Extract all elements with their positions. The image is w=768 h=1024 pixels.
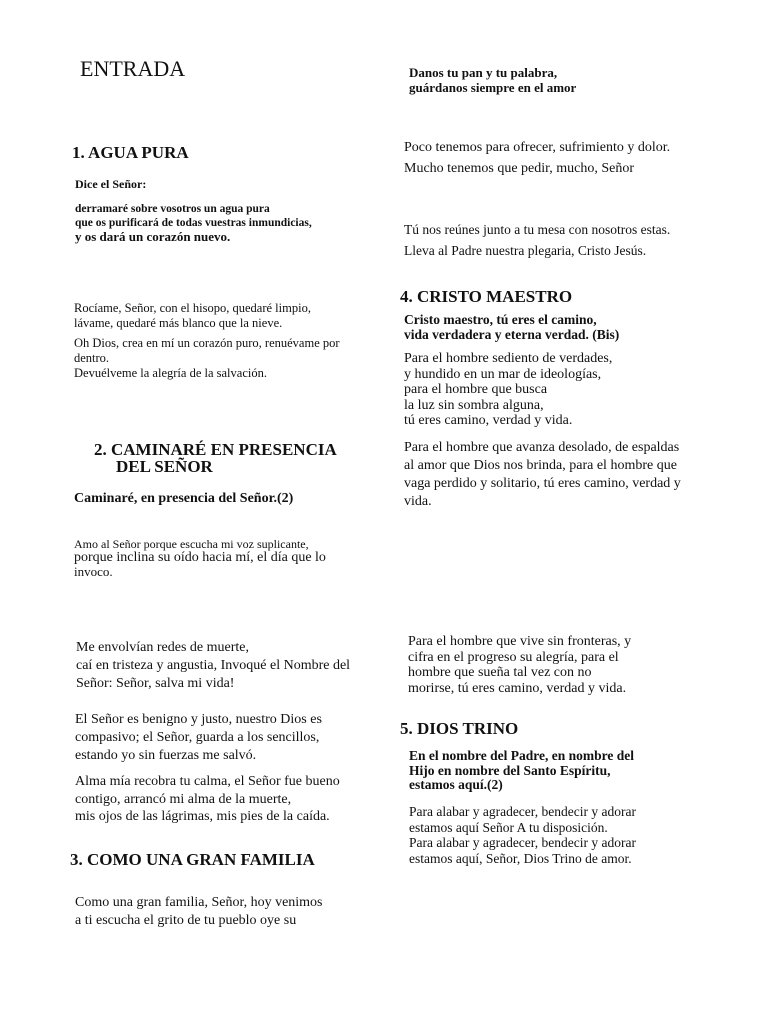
song-5-chorus (409, 749, 634, 793)
verse-line: Lleva al Padre nuestra plegaria, Cristo Jesús. (404, 243, 647, 258)
song-2-verse-1 (74, 537, 326, 579)
song-right-chorus (409, 65, 576, 95)
song-right-verse-3 (404, 219, 670, 261)
verse-line: dentro. (74, 351, 110, 365)
song-2-verse-2 (76, 639, 350, 693)
song-5-heading: 5. DIOS TRINO (400, 719, 519, 738)
song-3-heading: 3. COMO UNA GRAN FAMILIA (70, 850, 315, 869)
verse-line: porque inclina su oído hacia mí, el día que lo (74, 550, 326, 565)
song-4-verse-1 (404, 351, 612, 429)
verse-line: El Señor es benigno y justo, nuestro Dios es (75, 712, 322, 727)
verse-line: Poco tenemos para ofrecer, sufrimiento y dolor. (404, 140, 671, 155)
verse-line: Señor: Señor, salva mi vida! (76, 676, 235, 691)
verse-line: Como una gran familia, Señor, hoy venimos (75, 895, 323, 910)
song-1-chorus (75, 202, 312, 244)
chorus-line: Cristo maestro, tú eres el camino, (404, 312, 597, 327)
heading-line: 2. CAMINARÉ EN PRESENCIA (94, 440, 337, 459)
verse-line: al amor que Dios nos brinda, para el hombre que (404, 458, 677, 473)
song-1-chorus-line: y os dará un corazón nuevo. (75, 229, 231, 244)
verse-line: invoco. (74, 564, 113, 579)
verse-line: a ti escucha el grito de tu pueblo oye su (75, 913, 297, 928)
song-2-verse-3 (75, 711, 322, 765)
verse-line: Para el hombre que avanza desolado, de espaldas (404, 440, 680, 455)
verse-line: lávame, quedaré más blanco que la nieve. (74, 316, 283, 330)
verse-line: estando yo sin fuerzas me salvó. (75, 748, 257, 763)
song-4-heading: 4. CRISTO MAESTRO (400, 287, 573, 306)
verse-line: tú eres camino, verdad y vida. (404, 413, 573, 428)
song-1-verse-2 (74, 336, 340, 381)
song-1-heading: 1. AGUA PURA (72, 143, 189, 162)
verse-line: vaga perdido y solitario, tú eres camino, verdad y (404, 476, 681, 491)
song-1-intro: Dice el Señor: (75, 177, 147, 191)
song-5-verse-1 (409, 804, 636, 866)
song-4-chorus (404, 312, 619, 342)
verse-line: Amo al Señor porque escucha mi voz suplicante, (74, 537, 309, 551)
song-2-heading (94, 441, 337, 475)
chorus-line: En el nombre del Padre, en nombre del (409, 748, 635, 763)
verse-line: Rocíame, Señor, con el hisopo, quedaré limpio, (74, 301, 311, 315)
verse-line: Devuélveme la alegría de la salvación. (74, 366, 267, 380)
verse-line: vida. (404, 494, 432, 509)
verse-line: y hundido en un mar de ideologías, (404, 366, 602, 382)
verse-line: Para alabar y agradecer, bendecir y adorar (409, 804, 636, 819)
song-4-verse-2 (404, 439, 681, 511)
verse-line: caí en tristeza y angustia, Invoqué el Nombre del (76, 658, 351, 673)
page-title: ENTRADA (80, 56, 186, 81)
chorus-line: Hijo en nombre del Santo Espíritu, (409, 762, 611, 778)
verse-line: morirse, tú eres camino, verdad y vida. (408, 680, 627, 696)
verse-line: Alma mía recobra tu calma, el Señor fue bueno (75, 774, 340, 789)
verse-line: Oh Dios, crea en mí un corazón puro, renuévame por (74, 336, 340, 350)
verse-line: hombre que sueña tal vez con no (408, 665, 592, 680)
song-1-verse-1 (74, 301, 311, 331)
song-2-chorus: Caminaré, en presencia del Señor.(2) (74, 491, 294, 506)
heading-line: DEL SEÑOR (116, 457, 213, 476)
verse-line: Me envolvían redes de muerte, (76, 640, 249, 655)
chorus-line: guárdanos siempre en el amor (409, 80, 577, 95)
song-right-verse-2 (404, 137, 670, 179)
verse-line: cifra en el progreso su alegría, para el (408, 649, 619, 665)
chorus-line: Danos tu pan y tu palabra, (409, 65, 558, 80)
verse-line: Para alabar y agradecer, bendecir y adorar (409, 835, 636, 850)
chorus-line: vida verdadera y eterna verdad. (Bis) (404, 327, 620, 342)
song-3-verse-1 (75, 894, 323, 930)
song-1-chorus-line: derramaré sobre vosotros un agua pura (75, 203, 270, 215)
verse-line: contigo, arrancó mi alma de la muerte, (75, 791, 292, 807)
verse-line: mis ojos de las lágrimas, mis pies de la caída. (75, 809, 330, 824)
chorus-line: estamos aquí.(2) (409, 777, 503, 792)
verse-line: compasivo; el Señor, guarda a los sencillos, (75, 730, 320, 745)
song-1-chorus-line: que os purificará de todas vuestras inmundicias, (75, 217, 312, 229)
verse-line: estamos aquí Señor A tu disposición. (409, 819, 608, 835)
verse-line: estamos aquí, Señor, Dios Trino de amor. (409, 850, 632, 866)
verse-line: Para el hombre que vive sin fronteras, y (408, 634, 632, 649)
verse-line: Tú nos reúnes junto a tu mesa con nosotros estas. (404, 222, 671, 237)
verse-line: Mucho tenemos que pedir, mucho, Señor (404, 161, 635, 176)
verse-line: la luz sin sombra alguna, (404, 397, 544, 413)
verse-line: para el hombre que busca (404, 382, 548, 397)
song-2-verse-4 (75, 773, 340, 826)
song-4-verse-3 (408, 634, 631, 696)
verse-line: Para el hombre sediento de verdades, (404, 351, 613, 366)
